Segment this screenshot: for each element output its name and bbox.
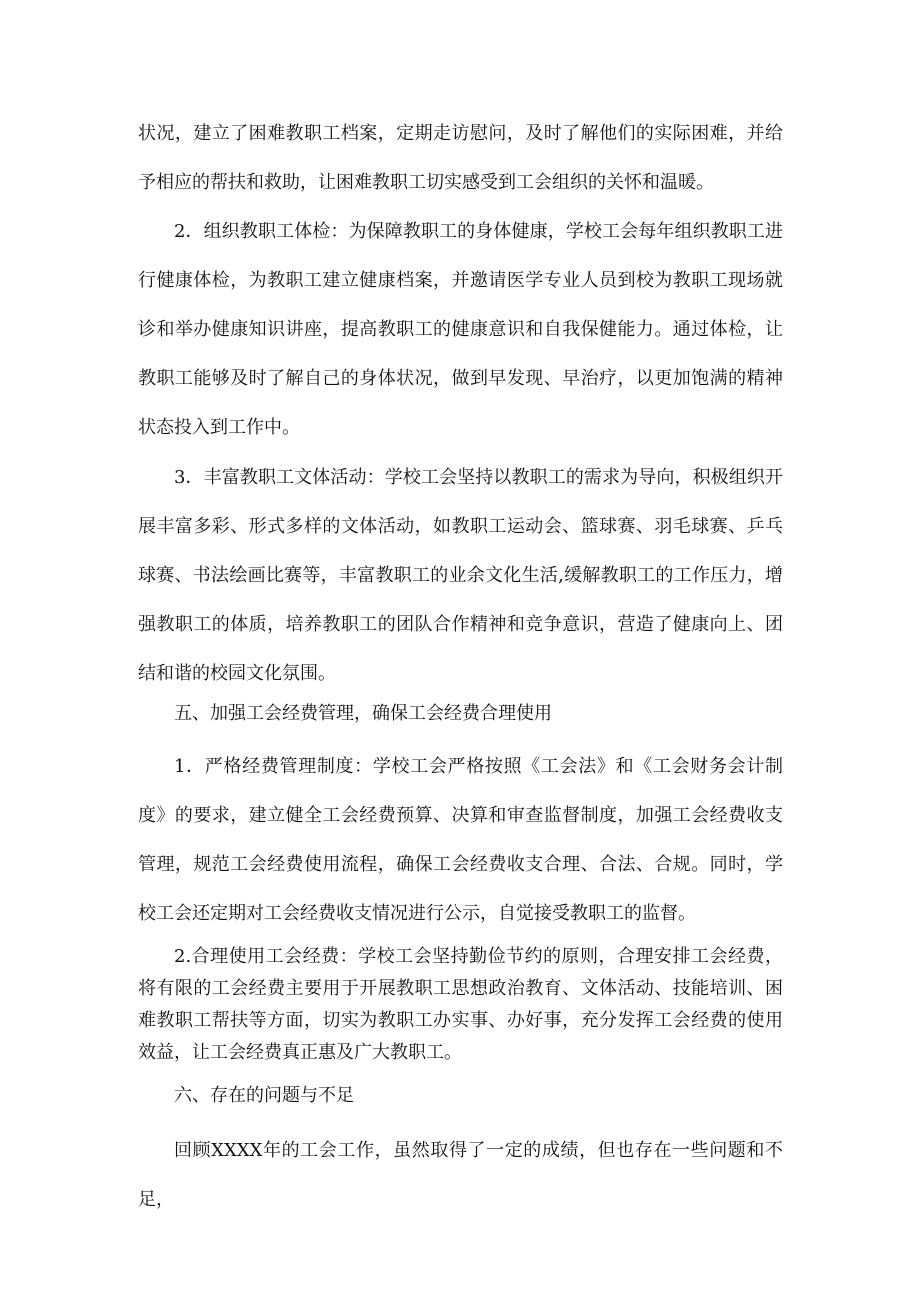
- paragraph-hardship-support-continued: 状况，建立了困难教职工档案，定期走访慰问，及时了解他们的实际困难，并给予相应的帮扶和救助，让困难教职工切实感受到工会组织的关怀和温暖。: [138, 123, 783, 193]
- section-heading-problems: 六、存在的问题与不足: [174, 1085, 354, 1106]
- paragraph-cultural-sports-activities: 3．丰富教职工文体活动：学校工会坚持以教职工的需求为导向，积极组织开展丰富多彩、形式多样的文体活动，如教职工运动会、篮球赛、羽毛球赛、乒乓球赛、书法绘画比赛等，丰富教职工的业余文化生活,缓解教职工的工作压力，增强教职工的体质，培养教职工的团队合作精神和竞争意识，营造了健康向上、团结和谐的校园文化氛围。: [138, 467, 783, 684]
- section-heading-fund-management: 五、加强工会经费管理，确保工会经费合理使用: [174, 703, 552, 724]
- paragraph-health-checkup: 2．组织教职工体检：为保障教职工的身体健康，学校工会每年组织教职工进行健康体检，为教职工建立健康档案，并邀请医学专业人员到校为教职工现场就诊和举办健康知识讲座，提高教职工的健康意识和自我保健能力。通过体检，让教职工能够及时了解自己的身体状况，做到早发现、早治疗，以更加饱满的精神状态投入到工作中。: [138, 221, 783, 438]
- paragraph-review-intro: 回顾XXXX年的工会工作，虽然取得了一定的成绩，但也存在一些问题和不足，: [138, 1140, 783, 1210]
- paragraph-fund-management-system: 1．严格经费管理制度：学校工会严格按照《工会法》和《工会财务会计制度》的要求，建立健全工会经费预算、决算和审查监督制度，加强工会经费收支管理，规范工会经费使用流程，确保工会经费收支合理、合法、合规。同时，学校工会还定期对工会经费收支情况进行公示，自觉接受教职工的监督。: [138, 756, 783, 924]
- paragraph-fund-usage: 2.合理使用工会经费：学校工会坚持勤俭节约的原则，合理安排工会经费，将有限的工会经费主要用于开展教职工思想政治教育、文体活动、技能培训、困难教职工帮扶等方面，切实为教职工办实事、办好事，充分发挥工会经费的使用效益，让工会经费真正惠及广大教职工。: [138, 946, 783, 1063]
